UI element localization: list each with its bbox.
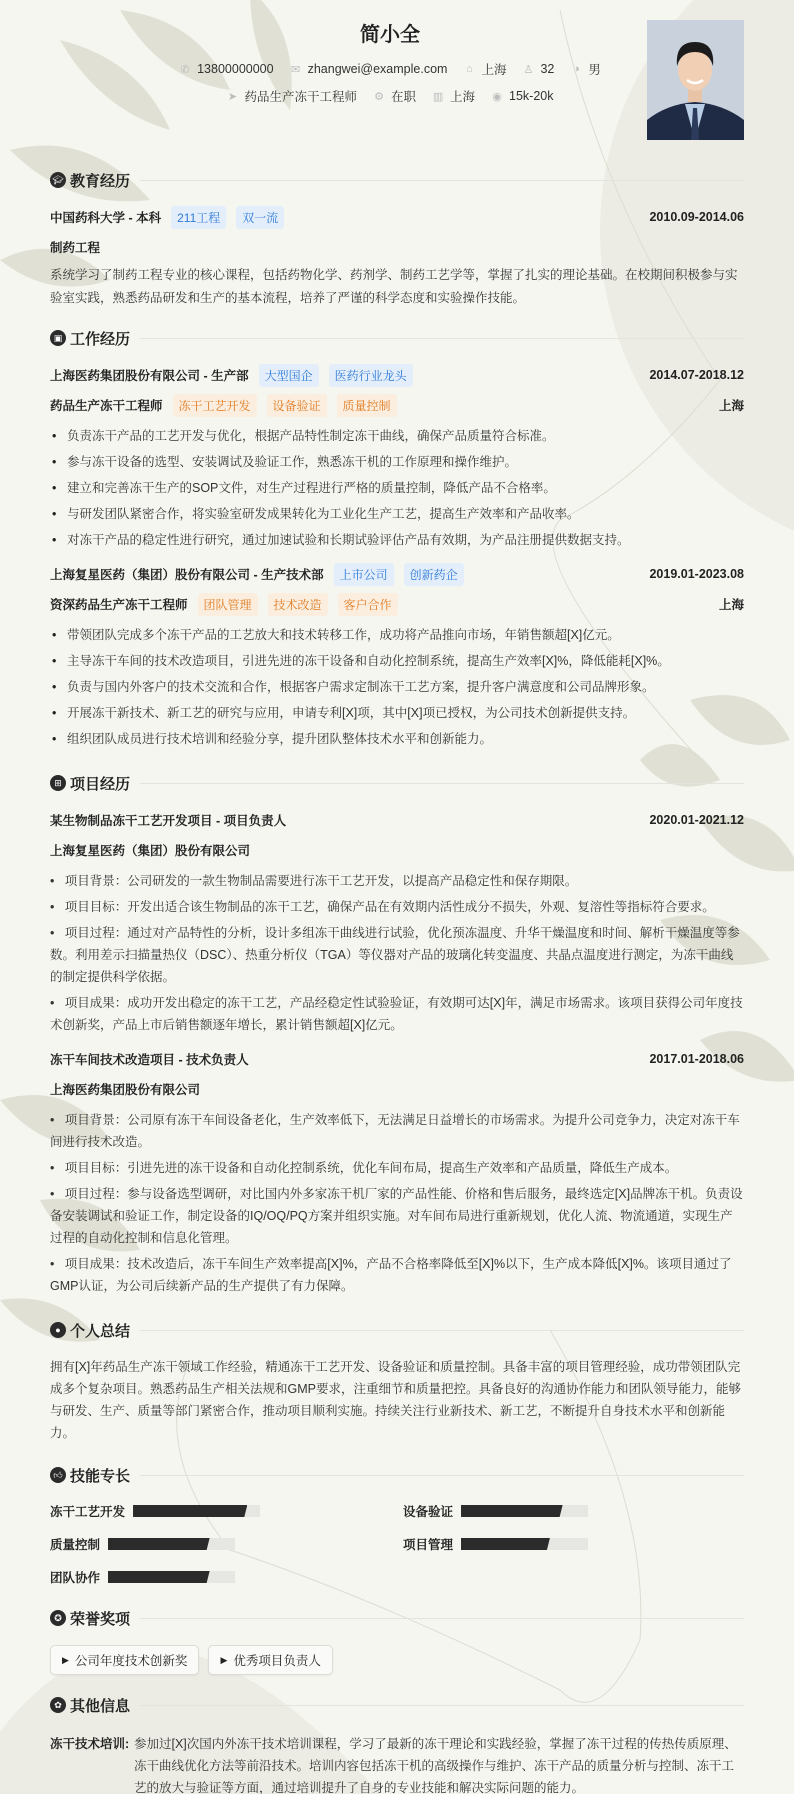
resume-header xyxy=(50,0,744,167)
list-item: • 项目背景：公司研发的一款生物制品需要进行冻干工艺开发，以提高产品稳定性和保存期限。 xyxy=(50,874,578,888)
honor-badge[interactable] xyxy=(50,1645,199,1675)
work-location: 上海 xyxy=(718,598,744,612)
section-title: 技能专长 xyxy=(70,1467,131,1485)
skill-bar-fill xyxy=(133,1505,247,1517)
list-item: • 项目成果：成功开发出稳定的冻干工艺，产品经稳定性试验验证，有效期可达[X]年，满足市场需求。该项目获得公司年度技术创新奖，产品上市后销售额逐年增长，累计销售额超[X]亿元。 xyxy=(50,996,743,1032)
section-title: 工作经历 xyxy=(70,330,131,348)
company-tag: 医药行业龙头 xyxy=(329,364,413,387)
briefcase-icon: ▣ xyxy=(50,330,66,346)
phone-icon: ✆ xyxy=(180,63,190,76)
skill-bar-fill xyxy=(108,1571,210,1583)
info-icon: ✿ xyxy=(50,1697,66,1713)
city-text: 上海 xyxy=(481,63,507,77)
project-item xyxy=(50,805,744,1036)
other-label: 冻干技术培训: xyxy=(50,1737,130,1751)
role-tag: 质量控制 xyxy=(337,394,397,417)
divider xyxy=(140,1475,744,1476)
list-item: • 与研发团队紧密合作，将实验室研发成果转化为工业化生产工艺，提高生产效率和产品收率。 xyxy=(50,503,744,525)
other-item xyxy=(50,1733,744,1794)
role-tag: 冻干工艺开发 xyxy=(173,394,257,417)
intent-city xyxy=(432,87,475,105)
list-item: • 项目背景：公司原有冻干车间设备老化，生产效率低下，无法满足日益增长的市场需求。为提升公司竞争力，决定对冻干车间进行技术改造。 xyxy=(50,1113,740,1149)
skill-item xyxy=(50,1500,403,1522)
user-icon: ● xyxy=(50,1322,66,1338)
building-icon: ▥ xyxy=(432,90,444,103)
skill-bar xyxy=(108,1538,235,1550)
contact-gender xyxy=(570,60,601,78)
skill-name: 团队协作 xyxy=(50,1571,101,1585)
section-title: 个人总结 xyxy=(70,1322,131,1340)
project-date: 2017.01-2018.06 xyxy=(649,1052,744,1066)
list-item: • 参与冻干设备的选型、安装调试及验证工作，熟悉冻干机的工作原理和操作维护。 xyxy=(50,451,744,473)
work-section xyxy=(50,325,744,750)
section-header xyxy=(50,770,744,796)
divider xyxy=(140,180,744,181)
education-description: 系统学习了制药工程专业的核心课程，包括药物化学、药剂学、制药工艺学等，掌握了扎实的理论基础。在校期间积极参与实验室实践，熟悉药品研发和生产的基本流程，培养了严谨的科学态度和实验操作技能。 xyxy=(50,268,738,305)
job-role: 资深药品生产冻干工程师 xyxy=(50,598,188,612)
section-header xyxy=(50,167,744,193)
contact-city xyxy=(463,60,506,78)
company-name: 上海医药集团股份有限公司 - 生产部 xyxy=(50,369,249,383)
skill-bar-fill xyxy=(461,1505,563,1517)
phone-text: 13800000000 xyxy=(197,62,274,76)
honors-list xyxy=(50,1645,744,1675)
summary-section xyxy=(50,1317,744,1444)
divider xyxy=(140,338,744,339)
work-date: 2019.01-2023.08 xyxy=(649,567,744,581)
skill-bar xyxy=(461,1505,588,1517)
work-item xyxy=(50,360,744,551)
contact-email xyxy=(290,60,448,78)
company-tag: 创新药企 xyxy=(404,563,464,586)
section-title: 其他信息 xyxy=(70,1697,131,1715)
section-title: 项目经历 xyxy=(70,775,131,793)
school-tag: 211工程 xyxy=(171,206,226,229)
play-triangle-icon: ▶ xyxy=(220,1654,228,1665)
list-item: • 项目过程：通过对产品特性的分析，设计多组冻干曲线进行试验，优化预冻温度、升华干燥温度和时间、解析干燥温度等参数。利用差示扫描量热仪（DSC）、热重分析仪（TGA）等仪器对产品的玻璃化转变温度、共晶点温度进行测定，为冻干曲线的制定提供科学依据。 xyxy=(50,926,740,984)
other-section xyxy=(50,1692,744,1794)
company-name: 上海复星医药（集团）股份有限公司 - 生产技术部 xyxy=(50,568,324,582)
email-text: zhangwei@example.com xyxy=(307,62,448,76)
candidate-name: 简小全 xyxy=(360,24,420,46)
status-text: 在职 xyxy=(391,90,417,104)
list-item: • 主导冻干车间的技术改造项目，引进先进的冻干设备和自动化控制系统，提高生产效率[X]%，降低能耗[X]%。 xyxy=(50,650,744,672)
role-tag: 技术改造 xyxy=(268,593,328,616)
section-title: 教育经历 xyxy=(70,172,131,190)
contact-age xyxy=(522,60,554,78)
intent-position xyxy=(226,87,357,105)
age-icon: ♙ xyxy=(523,63,534,76)
gender-text: 男 xyxy=(588,63,601,77)
honor-label: 优秀项目负责人 xyxy=(233,1654,321,1668)
other-text: 参加过[X]次国内外冻干技术培训课程，学习了最新的冻干理论和实践经验，掌握了冻干过程的传热传质原理、冻干曲线优化方法等前沿技术。培训内容包括冻干机的高级操作与维护、冻干产品的质量分析与控制、冻干工艺的放大与验证等方面，通过培训提升了自身的专业技能和解决实际问题的能力。 xyxy=(134,1737,737,1794)
list-item: • 组织团队成员进行技术培训和经验分享，提升团队整体技术水平和创新能力。 xyxy=(50,728,744,750)
status-icon: ⚙ xyxy=(374,90,384,103)
school-name: 中国药科大学 - 本科 xyxy=(50,211,162,225)
education-date: 2010.09-2014.06 xyxy=(649,210,744,224)
list-item: • 项目目标：开发出适合该生物制品的冻干工艺，确保产品在有效期内活性成分不损失，外观、复溶性等指标符合要求。 xyxy=(50,900,715,914)
contact-phone xyxy=(179,60,273,78)
project-name: 某生物制品冻干工艺开发项目 - 项目负责人 xyxy=(50,814,287,828)
honor-label: 公司年度技术创新奖 xyxy=(74,1654,188,1668)
skill-bar-fill xyxy=(461,1538,550,1550)
education-section xyxy=(50,167,744,310)
projects-section xyxy=(50,770,744,1297)
divider xyxy=(140,1705,744,1706)
work-item xyxy=(50,559,744,750)
summary-text: 拥有[X]年药品生产冻干领域工作经验，精通冻干工艺开发、设备验证和质量控制。具备丰富的项目管理经验，成功带领团队完成多个复杂项目。熟悉药品生产相关法规和GMP要求，注重细节和质量把控。具备良好的沟通协作能力和团队领导能力，能够与研发、生产、质量等部门紧密合作，推动项目顺利实施。持续关注行业新技术、新工艺，不断提升自身技术水平和创新能力。 xyxy=(50,1360,741,1440)
divider xyxy=(140,1330,744,1331)
section-header xyxy=(50,1317,744,1343)
work-date: 2014.07-2018.12 xyxy=(649,368,744,382)
skill-bar-fill xyxy=(108,1538,210,1550)
project-item xyxy=(50,1044,744,1297)
gender-icon: ◑ xyxy=(573,63,580,75)
list-item: • 项目目标：引进先进的冻干设备和自动化控制系统，优化车间布局，提高生产效率和产品质量，降低生产成本。 xyxy=(50,1161,678,1175)
company-tag: 大型国企 xyxy=(259,364,319,387)
project-company: 上海复星医药（集团）股份有限公司 xyxy=(50,844,251,858)
skills-grid xyxy=(50,1500,744,1588)
list-item: • 项目成果：技术改造后，冻干车间生产效率提高[X]%，产品不合格率降低至[X]%以下，生产成本降低[X]%。该项目通过了GMP认证，为公司后续新产品的生产提供了有力保障。 xyxy=(50,1257,732,1293)
graduation-cap-icon: 🎓︎ xyxy=(50,172,66,188)
role-tag: 设备验证 xyxy=(267,394,327,417)
contact-row xyxy=(50,60,730,78)
job-intent-row xyxy=(50,87,730,105)
major: 制药工程 xyxy=(50,241,101,255)
salary-text: 15k-20k xyxy=(509,89,554,103)
list-item: • 建立和完善冻干生产的SOP文件，对生产过程进行严格的质量控制，降低产品不合格率。 xyxy=(50,477,744,499)
honor-badge[interactable] xyxy=(208,1645,332,1675)
skill-item xyxy=(403,1500,744,1522)
target-city-text: 上海 xyxy=(450,90,476,104)
intent-status xyxy=(373,87,416,105)
home-icon: ⌂ xyxy=(466,63,473,75)
skill-bar xyxy=(461,1538,588,1550)
work-location: 上海 xyxy=(718,399,744,413)
section-header xyxy=(50,1692,744,1718)
send-icon: ➤ xyxy=(227,90,238,103)
skill-bar xyxy=(108,1571,235,1583)
section-title: 荣誉奖项 xyxy=(70,1610,131,1628)
intent-salary xyxy=(491,87,553,105)
divider xyxy=(140,1618,744,1619)
role-tag: 团队管理 xyxy=(198,593,258,616)
education-row xyxy=(50,202,744,232)
skill-item xyxy=(50,1566,403,1588)
skills-section xyxy=(50,1462,744,1588)
skill-name: 冻干工艺开发 xyxy=(50,1505,126,1519)
project-name: 冻干车间技术改造项目 - 技术负责人 xyxy=(50,1053,249,1067)
play-triangle-icon: ▶ xyxy=(62,1654,69,1665)
section-header xyxy=(50,325,744,351)
list-item: • 开展冻干新技术、新工艺的研究与应用，申请专利[X]项，其中[X]项已授权，为公司技术创新提供支持。 xyxy=(50,702,744,724)
skill-item xyxy=(50,1533,403,1555)
avatar xyxy=(647,20,744,140)
position-text: 药品生产冻干工程师 xyxy=(244,90,357,104)
company-tag: 上市公司 xyxy=(334,563,394,586)
project-company: 上海医药集团股份有限公司 xyxy=(50,1083,201,1097)
honors-section xyxy=(50,1605,744,1675)
thumbs-up-icon: 👍︎ xyxy=(50,1467,66,1483)
divider xyxy=(140,783,744,784)
skill-name: 质量控制 xyxy=(50,1538,101,1552)
section-header xyxy=(50,1462,744,1488)
role-tag: 客户合作 xyxy=(338,593,398,616)
list-item: • 负责与国内外客户的技术交流和合作，根据客户需求定制冻干工艺方案，提升客户满意度和公司品牌形象。 xyxy=(50,676,744,698)
list-item: • 负责冻干产品的工艺开发与优化，根据产品特性制定冻干曲线，确保产品质量符合标准。 xyxy=(50,425,744,447)
school-tag: 双一流 xyxy=(236,206,284,229)
age-text: 32 xyxy=(540,62,555,76)
list-item: • 项目过程：参与设备选型调研，对比国内外多家冻干机厂家的产品性能、价格和售后服务，最终选定[X]品牌冻干机。负责设备安装调试和验证工作，制定设备的IQ/OQ/PQ方案并组织实施。对车间布局进行重新规划，优化人流、物流通道，实现生产过程的自动化控制和信息化管理。 xyxy=(50,1187,743,1245)
mail-icon: ✉ xyxy=(290,63,301,76)
list-item: • 对冻干产品的稳定性进行研究，通过加速试验和长期试验评估产品有效期，为产品注册提供数据支持。 xyxy=(50,529,744,551)
job-role: 药品生产冻干工程师 xyxy=(50,399,163,413)
skill-bar xyxy=(133,1505,260,1517)
project-date: 2020.01-2021.12 xyxy=(649,813,744,827)
salary-icon: ◉ xyxy=(492,90,502,103)
skill-item xyxy=(403,1533,744,1555)
section-header xyxy=(50,1605,744,1631)
grid-icon: ⊞ xyxy=(50,775,66,791)
skill-name: 项目管理 xyxy=(403,1538,454,1552)
list-item: • 带领团队完成多个冻干产品的工艺放大和技术转移工作，成功将产品推向市场，年销售额超[X]亿元。 xyxy=(50,624,744,646)
award-icon: ✪ xyxy=(50,1610,66,1626)
skill-name: 设备验证 xyxy=(403,1505,454,1519)
